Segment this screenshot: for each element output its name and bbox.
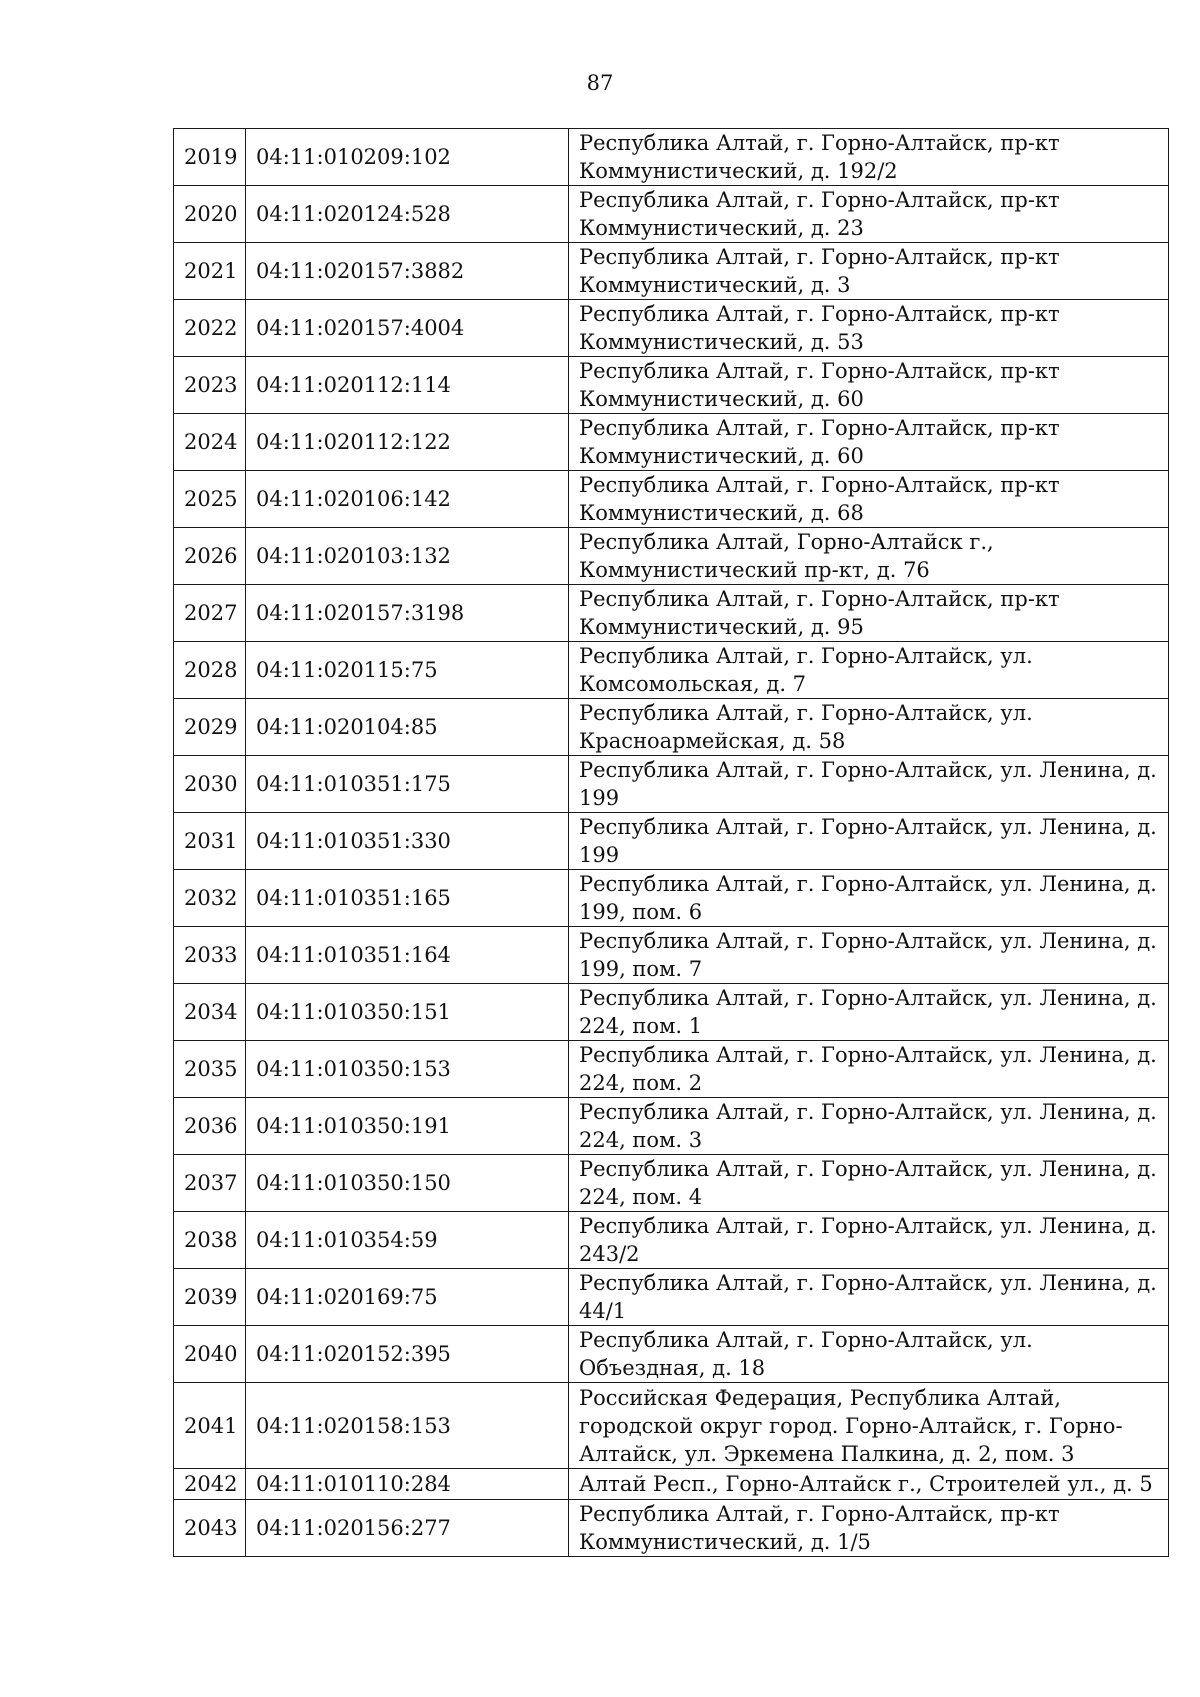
address-cell: Республика Алтай, Горно-Алтайск г., Коммунистический пр-кт, д. 76 xyxy=(569,528,1169,585)
row-number-cell: 2032 xyxy=(174,870,246,927)
address-cell: Республика Алтай, г. Горно-Алтайск, пр-кт Коммунистический, д. 60 xyxy=(569,414,1169,471)
table-row xyxy=(174,414,1169,471)
row-number-cell: 2019 xyxy=(174,129,246,186)
cadastral-number-cell: 04:11:020152:395 xyxy=(246,1326,569,1383)
table-row xyxy=(174,585,1169,642)
address-cell: Республика Алтай, г. Горно-Алтайск, ул. Ленина, д. 224, пом. 4 xyxy=(569,1155,1169,1212)
address-cell: Республика Алтай, г. Горно-Алтайск, пр-кт Коммунистический, д. 60 xyxy=(569,357,1169,414)
table-row xyxy=(174,471,1169,528)
address-cell: Республика Алтай, г. Горно-Алтайск, пр-кт Коммунистический, д. 23 xyxy=(569,186,1169,243)
address-cell: Республика Алтай, г. Горно-Алтайск, ул. Красноармейская, д. 58 xyxy=(569,699,1169,756)
table-row xyxy=(174,1155,1169,1212)
cadastral-number-cell: 04:11:010351:175 xyxy=(246,756,569,813)
table-row xyxy=(174,186,1169,243)
address-cell: Республика Алтай, г. Горно-Алтайск, ул. Комсомольская, д. 7 xyxy=(569,642,1169,699)
row-number-cell: 2030 xyxy=(174,756,246,813)
address-cell: Республика Алтай, г. Горно-Алтайск, ул. Ленина, д. 224, пом. 3 xyxy=(569,1098,1169,1155)
cadastral-number-cell: 04:11:020103:132 xyxy=(246,528,569,585)
table-row xyxy=(174,699,1169,756)
row-number-cell: 2029 xyxy=(174,699,246,756)
table-row xyxy=(174,1383,1169,1469)
table-row xyxy=(174,642,1169,699)
row-number-cell: 2027 xyxy=(174,585,246,642)
cadastral-number-cell: 04:11:010350:151 xyxy=(246,984,569,1041)
address-cell: Республика Алтай, г. Горно-Алтайск, пр-кт Коммунистический, д. 53 xyxy=(569,300,1169,357)
row-number-cell: 2040 xyxy=(174,1326,246,1383)
row-number-cell: 2035 xyxy=(174,1041,246,1098)
row-number-cell: 2031 xyxy=(174,813,246,870)
address-cell: Республика Алтай, г. Горно-Алтайск, пр-кт Коммунистический, д. 192/2 xyxy=(569,129,1169,186)
row-number-cell: 2037 xyxy=(174,1155,246,1212)
table-row xyxy=(174,1469,1169,1500)
row-number-cell: 2023 xyxy=(174,357,246,414)
table-row xyxy=(174,1212,1169,1269)
address-cell: Республика Алтай, г. Горно-Алтайск, ул. Объездная, д. 18 xyxy=(569,1326,1169,1383)
table-row xyxy=(174,129,1169,186)
cadastral-number-cell: 04:11:020106:142 xyxy=(246,471,569,528)
row-number-cell: 2020 xyxy=(174,186,246,243)
address-cell: Республика Алтай, г. Горно-Алтайск, ул. Ленина, д. 243/2 xyxy=(569,1212,1169,1269)
row-number-cell: 2038 xyxy=(174,1212,246,1269)
table-row xyxy=(174,813,1169,870)
cadastral-number-cell: 04:11:020115:75 xyxy=(246,642,569,699)
cadastral-number-cell: 04:11:020157:4004 xyxy=(246,300,569,357)
row-number-cell: 2041 xyxy=(174,1383,246,1469)
row-number-cell: 2024 xyxy=(174,414,246,471)
table-row xyxy=(174,300,1169,357)
row-number-cell: 2043 xyxy=(174,1500,246,1557)
cadastral-number-cell: 04:11:010351:164 xyxy=(246,927,569,984)
cadastral-number-cell: 04:11:020104:85 xyxy=(246,699,569,756)
row-number-cell: 2025 xyxy=(174,471,246,528)
page-number-text: 87 xyxy=(586,71,614,95)
registry-table xyxy=(173,128,1169,1557)
address-cell: Алтай Респ., Горно-Алтайск г., Строителей ул., д. 5 xyxy=(569,1469,1169,1500)
table-row xyxy=(174,927,1169,984)
address-cell: Республика Алтай, г. Горно-Алтайск, пр-кт Коммунистический, д. 95 xyxy=(569,585,1169,642)
cadastral-number-cell: 04:11:010110:284 xyxy=(246,1469,569,1500)
cadastral-number-cell: 04:11:010350:153 xyxy=(246,1041,569,1098)
cadastral-number-cell: 04:11:020157:3882 xyxy=(246,243,569,300)
address-cell: Российская Федерация, Республика Алтай, городской округ город. Горно-Алтайск, г. Горно-Алтайск, ул. Эркемена Палкина, д. 2, пом. 3 xyxy=(569,1383,1169,1469)
address-cell: Республика Алтай, г. Горно-Алтайск, ул. Ленина, д. 224, пом. 1 xyxy=(569,984,1169,1041)
row-number-cell: 2021 xyxy=(174,243,246,300)
table-row xyxy=(174,1041,1169,1098)
registry-table-body xyxy=(174,129,1169,1557)
cadastral-number-cell: 04:11:010350:150 xyxy=(246,1155,569,1212)
address-cell: Республика Алтай, г. Горно-Алтайск, ул. Ленина, д. 44/1 xyxy=(569,1269,1169,1326)
table-row xyxy=(174,984,1169,1041)
cadastral-number-cell: 04:11:010351:165 xyxy=(246,870,569,927)
cadastral-number-cell: 04:11:020158:153 xyxy=(246,1383,569,1469)
address-cell: Республика Алтай, г. Горно-Алтайск, пр-кт Коммунистический, д. 68 xyxy=(569,471,1169,528)
cadastral-number-cell: 04:11:010350:191 xyxy=(246,1098,569,1155)
row-number-cell: 2026 xyxy=(174,528,246,585)
table-row xyxy=(174,528,1169,585)
address-cell: Республика Алтай, г. Горно-Алтайск, ул. Ленина, д. 199, пом. 7 xyxy=(569,927,1169,984)
cadastral-number-cell: 04:11:010209:102 xyxy=(246,129,569,186)
row-number-cell: 2028 xyxy=(174,642,246,699)
table-row xyxy=(174,243,1169,300)
row-number-cell: 2036 xyxy=(174,1098,246,1155)
row-number-cell: 2034 xyxy=(174,984,246,1041)
row-number-cell: 2039 xyxy=(174,1269,246,1326)
table-row xyxy=(174,1326,1169,1383)
table-row xyxy=(174,1098,1169,1155)
cadastral-number-cell: 04:11:020169:75 xyxy=(246,1269,569,1326)
cadastral-number-cell: 04:11:020156:277 xyxy=(246,1500,569,1557)
table-row xyxy=(174,1500,1169,1557)
table-row xyxy=(174,870,1169,927)
row-number-cell: 2033 xyxy=(174,927,246,984)
table-row xyxy=(174,357,1169,414)
address-cell: Республика Алтай, г. Горно-Алтайск, ул. Ленина, д. 224, пом. 2 xyxy=(569,1041,1169,1098)
address-cell: Республика Алтай, г. Горно-Алтайск, пр-кт Коммунистический, д. 3 xyxy=(569,243,1169,300)
cadastral-number-cell: 04:11:020157:3198 xyxy=(246,585,569,642)
cadastral-number-cell: 04:11:020112:122 xyxy=(246,414,569,471)
row-number-cell: 2022 xyxy=(174,300,246,357)
address-cell: Республика Алтай, г. Горно-Алтайск, ул. Ленина, д. 199 xyxy=(569,813,1169,870)
page-number xyxy=(0,70,1200,96)
cadastral-number-cell: 04:11:010354:59 xyxy=(246,1212,569,1269)
address-cell: Республика Алтай, г. Горно-Алтайск, пр-кт Коммунистический, д. 1/5 xyxy=(569,1500,1169,1557)
address-cell: Республика Алтай, г. Горно-Алтайск, ул. Ленина, д. 199, пом. 6 xyxy=(569,870,1169,927)
cadastral-number-cell: 04:11:020124:528 xyxy=(246,186,569,243)
address-cell: Республика Алтай, г. Горно-Алтайск, ул. Ленина, д. 199 xyxy=(569,756,1169,813)
row-number-cell: 2042 xyxy=(174,1469,246,1500)
cadastral-number-cell: 04:11:020112:114 xyxy=(246,357,569,414)
table-row xyxy=(174,1269,1169,1326)
cadastral-number-cell: 04:11:010351:330 xyxy=(246,813,569,870)
table-row xyxy=(174,756,1169,813)
